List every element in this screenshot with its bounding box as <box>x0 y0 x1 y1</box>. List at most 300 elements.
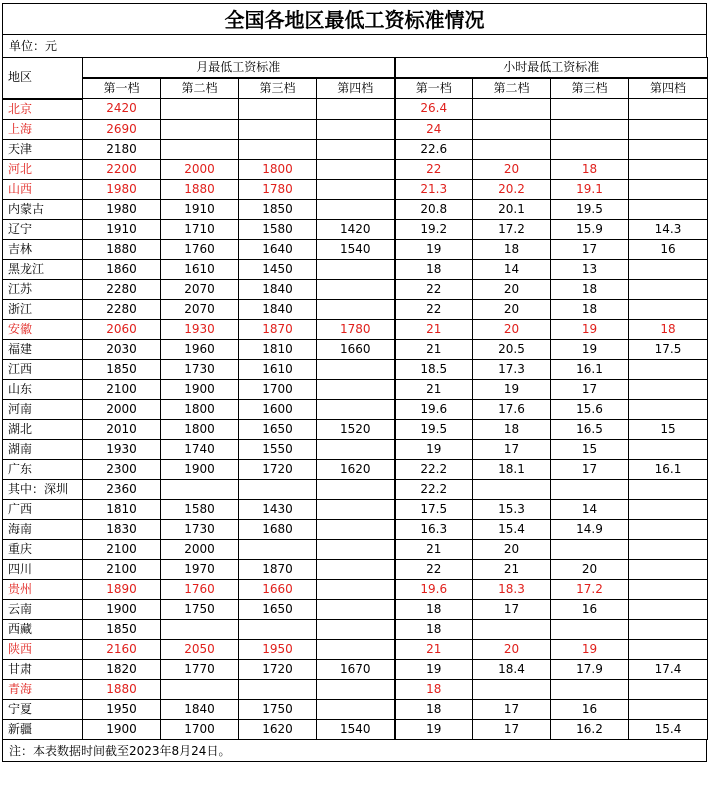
monthly-value-cell: 1580 <box>239 219 317 239</box>
monthly-value-cell: 1720 <box>239 659 317 679</box>
region-cell: 北京 <box>3 99 83 120</box>
table-row <box>3 99 708 120</box>
wage-table-sheet <box>2 3 707 762</box>
monthly-value-cell: 1710 <box>161 219 239 239</box>
hourly-value-cell <box>629 699 708 719</box>
page-title: 全国各地区最低工资标准情况 <box>2 3 707 35</box>
region-cell: 河北 <box>3 159 83 179</box>
hourly-value-cell: 14.9 <box>551 519 629 539</box>
monthly-value-cell: 1800 <box>161 419 239 439</box>
monthly-value-cell: 2000 <box>83 399 161 419</box>
table-row <box>3 519 708 539</box>
monthly-value-cell: 2000 <box>161 539 239 559</box>
monthly-value-cell: 1870 <box>239 319 317 339</box>
table-row <box>3 499 708 519</box>
monthly-value-cell: 1890 <box>83 579 161 599</box>
hourly-value-cell: 20 <box>473 319 551 339</box>
hourly-value-cell: 16.1 <box>629 459 708 479</box>
hourly-value-cell: 17 <box>551 379 629 399</box>
monthly-value-cell: 1540 <box>317 239 395 259</box>
monthly-value-cell: 1980 <box>83 179 161 199</box>
monthly-value-cell: 1900 <box>161 379 239 399</box>
hourly-value-cell <box>629 359 708 379</box>
hourly-value-cell: 15.6 <box>551 399 629 419</box>
hourly-value-cell: 15.4 <box>473 519 551 539</box>
hourly-value-cell: 16 <box>551 699 629 719</box>
monthly-value-cell: 2070 <box>161 299 239 319</box>
hourly-value-cell: 17 <box>473 439 551 459</box>
monthly-value-cell: 1900 <box>161 459 239 479</box>
hourly-value-cell: 17 <box>551 239 629 259</box>
monthly-value-cell: 2420 <box>83 99 161 120</box>
monthly-value-cell: 1900 <box>83 719 161 739</box>
hourly-value-cell: 16 <box>551 599 629 619</box>
monthly-value-cell: 1550 <box>239 439 317 459</box>
monthly-value-cell: 2180 <box>83 139 161 159</box>
monthly-group-header: 月最低工资标准 <box>83 58 395 79</box>
hourly-value-cell: 20 <box>473 279 551 299</box>
hourly-value-cell: 18.3 <box>473 579 551 599</box>
hourly-value-cell: 18 <box>395 619 473 639</box>
hourly-value-cell: 18 <box>551 299 629 319</box>
hourly-value-cell: 19 <box>395 659 473 679</box>
monthly-value-cell: 1830 <box>83 519 161 539</box>
hourly-value-cell: 22.2 <box>395 459 473 479</box>
hourly-value-cell <box>551 619 629 639</box>
unit-label: 单位：元 <box>2 35 707 57</box>
monthly-value-cell: 2100 <box>83 559 161 579</box>
monthly-value-cell: 1820 <box>83 659 161 679</box>
hourly-value-cell <box>629 619 708 639</box>
hourly-value-cell: 18 <box>473 239 551 259</box>
hourly-value-cell: 18 <box>473 419 551 439</box>
hourly-value-cell: 20.8 <box>395 199 473 219</box>
monthly-value-cell <box>161 119 239 139</box>
table-row <box>3 299 708 319</box>
region-cell: 云南 <box>3 599 83 619</box>
monthly-value-cell <box>161 619 239 639</box>
region-cell: 贵州 <box>3 579 83 599</box>
monthly-value-cell: 1780 <box>239 179 317 199</box>
monthly-value-cell: 1840 <box>239 299 317 319</box>
monthly-value-cell: 1840 <box>239 279 317 299</box>
hourly-value-cell: 19 <box>551 319 629 339</box>
monthly-value-cell: 1880 <box>83 239 161 259</box>
hourly-value-cell <box>629 99 708 120</box>
monthly-value-cell: 1910 <box>83 219 161 239</box>
hourly-value-cell: 20 <box>473 299 551 319</box>
monthly-value-cell <box>239 139 317 159</box>
monthly-value-cell: 1780 <box>317 319 395 339</box>
monthly-value-cell: 1700 <box>239 379 317 399</box>
region-cell: 陕西 <box>3 639 83 659</box>
monthly-value-cell: 2050 <box>161 639 239 659</box>
hourly-value-cell <box>473 139 551 159</box>
hourly-value-cell <box>551 539 629 559</box>
hourly-value-cell: 17.9 <box>551 659 629 679</box>
region-cell: 广东 <box>3 459 83 479</box>
hourly-value-cell: 18 <box>395 599 473 619</box>
monthly-value-cell: 1430 <box>239 499 317 519</box>
hourly-value-cell: 19.1 <box>551 179 629 199</box>
hourly-value-cell: 17 <box>473 599 551 619</box>
table-row <box>3 279 708 299</box>
monthly-value-cell: 1580 <box>161 499 239 519</box>
hourly-value-cell: 17.5 <box>629 339 708 359</box>
monthly-value-cell: 1730 <box>161 519 239 539</box>
hourly-group-header: 小时最低工资标准 <box>395 58 708 79</box>
monthly-value-cell <box>161 479 239 499</box>
monthly-value-cell <box>317 479 395 499</box>
hourly-value-cell: 18 <box>551 279 629 299</box>
monthly-value-cell: 1850 <box>83 359 161 379</box>
monthly-value-cell: 2280 <box>83 279 161 299</box>
hourly-value-cell: 18 <box>395 679 473 699</box>
hourly-value-cell: 16.1 <box>551 359 629 379</box>
monthly-value-cell: 1770 <box>161 659 239 679</box>
monthly-value-cell <box>239 479 317 499</box>
monthly-value-cell: 1720 <box>239 459 317 479</box>
monthly-value-cell <box>317 299 395 319</box>
monthly-value-cell: 1800 <box>239 159 317 179</box>
table-row <box>3 719 708 739</box>
monthly-value-cell: 2300 <box>83 459 161 479</box>
hourly-value-cell: 20.1 <box>473 199 551 219</box>
table-row <box>3 619 708 639</box>
monthly-value-cell: 1950 <box>239 639 317 659</box>
monthly-value-cell: 2070 <box>161 279 239 299</box>
monthly-value-cell: 2060 <box>83 319 161 339</box>
region-cell: 湖南 <box>3 439 83 459</box>
monthly-value-cell: 1870 <box>239 559 317 579</box>
monthly-value-cell <box>317 139 395 159</box>
hourly-value-cell: 20 <box>551 559 629 579</box>
monthly-value-cell: 1850 <box>239 199 317 219</box>
monthly-value-cell <box>317 159 395 179</box>
hourly-value-cell <box>629 179 708 199</box>
monthly-value-cell <box>317 599 395 619</box>
hourly-value-cell: 16 <box>629 239 708 259</box>
table-row <box>3 659 708 679</box>
monthly-value-cell: 1660 <box>317 339 395 359</box>
hourly-value-cell: 14 <box>473 259 551 279</box>
header-row-groups <box>3 58 708 79</box>
hourly-value-cell: 18 <box>395 259 473 279</box>
monthly-value-cell: 1810 <box>83 499 161 519</box>
region-cell: 海南 <box>3 519 83 539</box>
hourly-value-cell: 17.2 <box>551 579 629 599</box>
monthly-value-cell <box>317 519 395 539</box>
monthly-value-cell <box>161 139 239 159</box>
hourly-value-cell: 15.3 <box>473 499 551 519</box>
region-cell: 山东 <box>3 379 83 399</box>
hourly-tier-header: 第一档 <box>395 78 473 99</box>
hourly-value-cell: 21 <box>473 559 551 579</box>
table-row <box>3 219 708 239</box>
monthly-tier-header: 第四档 <box>317 78 395 99</box>
hourly-value-cell: 19.2 <box>395 219 473 239</box>
region-cell: 安徽 <box>3 319 83 339</box>
hourly-value-cell: 14 <box>551 499 629 519</box>
monthly-tier-header: 第一档 <box>83 78 161 99</box>
region-cell: 重庆 <box>3 539 83 559</box>
region-cell: 上海 <box>3 119 83 139</box>
hourly-value-cell: 14.3 <box>629 219 708 239</box>
hourly-value-cell <box>629 499 708 519</box>
monthly-value-cell <box>317 179 395 199</box>
region-cell: 其中：深圳 <box>3 479 83 499</box>
monthly-value-cell: 1450 <box>239 259 317 279</box>
hourly-value-cell: 17.4 <box>629 659 708 679</box>
monthly-value-cell <box>317 279 395 299</box>
hourly-value-cell: 21 <box>395 379 473 399</box>
monthly-value-cell: 1930 <box>161 319 239 339</box>
hourly-value-cell: 18 <box>395 699 473 719</box>
hourly-value-cell: 19 <box>473 379 551 399</box>
monthly-value-cell: 1750 <box>161 599 239 619</box>
hourly-value-cell: 16.2 <box>551 719 629 739</box>
hourly-value-cell: 21 <box>395 639 473 659</box>
monthly-value-cell: 1910 <box>161 199 239 219</box>
hourly-value-cell <box>551 119 629 139</box>
region-cell: 甘肃 <box>3 659 83 679</box>
monthly-value-cell: 1650 <box>239 419 317 439</box>
hourly-value-cell: 19 <box>551 639 629 659</box>
hourly-value-cell <box>629 479 708 499</box>
monthly-value-cell <box>317 619 395 639</box>
monthly-value-cell <box>317 119 395 139</box>
monthly-tier-header: 第三档 <box>239 78 317 99</box>
region-cell: 四川 <box>3 559 83 579</box>
monthly-value-cell: 1620 <box>317 459 395 479</box>
hourly-value-cell: 19 <box>551 339 629 359</box>
hourly-value-cell <box>629 299 708 319</box>
monthly-value-cell <box>317 99 395 120</box>
hourly-value-cell: 18.5 <box>395 359 473 379</box>
monthly-value-cell <box>317 539 395 559</box>
region-cell: 湖北 <box>3 419 83 439</box>
monthly-value-cell: 1760 <box>161 239 239 259</box>
hourly-value-cell: 21.3 <box>395 179 473 199</box>
table-row <box>3 159 708 179</box>
region-cell: 内蒙古 <box>3 199 83 219</box>
monthly-value-cell: 1760 <box>161 579 239 599</box>
hourly-value-cell: 21 <box>395 339 473 359</box>
hourly-value-cell <box>473 99 551 120</box>
region-cell: 黑龙江 <box>3 259 83 279</box>
monthly-value-cell: 1650 <box>239 599 317 619</box>
table-row <box>3 579 708 599</box>
hourly-value-cell <box>629 439 708 459</box>
table-row <box>3 599 708 619</box>
hourly-value-cell: 19.6 <box>395 399 473 419</box>
monthly-value-cell <box>317 199 395 219</box>
hourly-value-cell <box>473 479 551 499</box>
monthly-value-cell: 2200 <box>83 159 161 179</box>
hourly-value-cell <box>551 479 629 499</box>
hourly-value-cell <box>551 139 629 159</box>
hourly-value-cell: 15 <box>629 419 708 439</box>
table-row <box>3 459 708 479</box>
header-row-tiers <box>3 78 708 99</box>
hourly-value-cell: 22 <box>395 159 473 179</box>
hourly-value-cell <box>629 139 708 159</box>
hourly-value-cell: 17.5 <box>395 499 473 519</box>
monthly-value-cell: 1600 <box>239 399 317 419</box>
monthly-value-cell: 1700 <box>161 719 239 739</box>
monthly-value-cell <box>317 259 395 279</box>
monthly-value-cell: 1620 <box>239 719 317 739</box>
monthly-value-cell: 1670 <box>317 659 395 679</box>
region-cell: 辽宁 <box>3 219 83 239</box>
hourly-value-cell: 15 <box>551 439 629 459</box>
hourly-value-cell: 18 <box>551 159 629 179</box>
region-cell: 西藏 <box>3 619 83 639</box>
monthly-value-cell <box>317 499 395 519</box>
hourly-tier-header: 第三档 <box>551 78 629 99</box>
hourly-value-cell <box>629 639 708 659</box>
monthly-value-cell: 1740 <box>161 439 239 459</box>
hourly-value-cell: 19.5 <box>551 199 629 219</box>
hourly-value-cell: 18.1 <box>473 459 551 479</box>
monthly-value-cell: 2160 <box>83 639 161 659</box>
hourly-value-cell <box>629 399 708 419</box>
table-row <box>3 479 708 499</box>
monthly-value-cell: 1750 <box>239 699 317 719</box>
monthly-value-cell <box>161 99 239 120</box>
hourly-value-cell: 22 <box>395 299 473 319</box>
monthly-value-cell <box>317 639 395 659</box>
hourly-value-cell <box>629 539 708 559</box>
table-row <box>3 639 708 659</box>
monthly-value-cell: 2360 <box>83 479 161 499</box>
hourly-value-cell <box>551 679 629 699</box>
monthly-value-cell <box>239 99 317 120</box>
hourly-value-cell: 17 <box>551 459 629 479</box>
region-cell: 宁夏 <box>3 699 83 719</box>
hourly-value-cell: 26.4 <box>395 99 473 120</box>
hourly-value-cell: 22 <box>395 559 473 579</box>
hourly-value-cell: 24 <box>395 119 473 139</box>
hourly-value-cell: 22.2 <box>395 479 473 499</box>
hourly-value-cell: 17.2 <box>473 219 551 239</box>
footnote: 注：本表数据时间截至2023年8月24日。 <box>2 740 707 762</box>
wage-table <box>2 57 708 740</box>
region-cell: 江西 <box>3 359 83 379</box>
table-row <box>3 559 708 579</box>
region-cell: 广西 <box>3 499 83 519</box>
hourly-value-cell <box>629 119 708 139</box>
region-cell: 江苏 <box>3 279 83 299</box>
monthly-value-cell: 2010 <box>83 419 161 439</box>
hourly-value-cell <box>473 619 551 639</box>
monthly-value-cell: 1420 <box>317 219 395 239</box>
table-row <box>3 339 708 359</box>
monthly-value-cell: 1880 <box>161 179 239 199</box>
table-row <box>3 359 708 379</box>
hourly-tier-header: 第四档 <box>629 78 708 99</box>
hourly-value-cell: 21 <box>395 539 473 559</box>
region-cell: 浙江 <box>3 299 83 319</box>
monthly-value-cell: 1660 <box>239 579 317 599</box>
monthly-value-cell: 1540 <box>317 719 395 739</box>
monthly-value-cell: 1930 <box>83 439 161 459</box>
monthly-value-cell: 1980 <box>83 199 161 219</box>
hourly-value-cell <box>629 259 708 279</box>
hourly-value-cell: 17 <box>473 719 551 739</box>
monthly-value-cell: 1840 <box>161 699 239 719</box>
monthly-value-cell <box>317 559 395 579</box>
monthly-value-cell: 2030 <box>83 339 161 359</box>
hourly-value-cell: 19 <box>395 239 473 259</box>
hourly-value-cell: 18 <box>629 319 708 339</box>
hourly-value-cell <box>551 99 629 120</box>
hourly-value-cell: 17 <box>473 699 551 719</box>
monthly-value-cell: 1800 <box>161 399 239 419</box>
region-column-header: 地区 <box>3 58 83 99</box>
hourly-value-cell: 20.2 <box>473 179 551 199</box>
hourly-value-cell: 20 <box>473 639 551 659</box>
table-row <box>3 179 708 199</box>
monthly-value-cell <box>239 119 317 139</box>
region-cell: 山西 <box>3 179 83 199</box>
hourly-value-cell: 13 <box>551 259 629 279</box>
monthly-value-cell: 2100 <box>83 379 161 399</box>
monthly-value-cell <box>317 439 395 459</box>
monthly-value-cell <box>317 399 395 419</box>
hourly-value-cell <box>629 679 708 699</box>
monthly-value-cell <box>317 679 395 699</box>
region-cell: 新疆 <box>3 719 83 739</box>
monthly-value-cell: 1970 <box>161 559 239 579</box>
hourly-value-cell <box>629 279 708 299</box>
monthly-value-cell: 1860 <box>83 259 161 279</box>
monthly-value-cell: 1520 <box>317 419 395 439</box>
hourly-value-cell: 16.5 <box>551 419 629 439</box>
hourly-value-cell <box>473 119 551 139</box>
monthly-tier-header: 第二档 <box>161 78 239 99</box>
hourly-value-cell <box>629 199 708 219</box>
hourly-value-cell: 17.6 <box>473 399 551 419</box>
monthly-value-cell <box>239 539 317 559</box>
monthly-value-cell <box>317 359 395 379</box>
hourly-value-cell: 16.3 <box>395 519 473 539</box>
monthly-value-cell: 1810 <box>239 339 317 359</box>
table-row <box>3 379 708 399</box>
hourly-value-cell: 20.5 <box>473 339 551 359</box>
hourly-value-cell <box>629 519 708 539</box>
monthly-value-cell: 1640 <box>239 239 317 259</box>
monthly-value-cell: 2000 <box>161 159 239 179</box>
monthly-value-cell: 1680 <box>239 519 317 539</box>
monthly-value-cell <box>239 679 317 699</box>
monthly-value-cell: 1880 <box>83 679 161 699</box>
monthly-value-cell <box>317 379 395 399</box>
table-row <box>3 419 708 439</box>
table-row <box>3 439 708 459</box>
hourly-value-cell <box>629 379 708 399</box>
hourly-value-cell: 19 <box>395 719 473 739</box>
hourly-value-cell: 17.3 <box>473 359 551 379</box>
table-body <box>3 99 708 740</box>
hourly-value-cell <box>629 559 708 579</box>
hourly-value-cell <box>629 159 708 179</box>
region-cell: 河南 <box>3 399 83 419</box>
monthly-value-cell: 1960 <box>161 339 239 359</box>
table-row <box>3 119 708 139</box>
monthly-value-cell <box>161 679 239 699</box>
monthly-value-cell: 1950 <box>83 699 161 719</box>
